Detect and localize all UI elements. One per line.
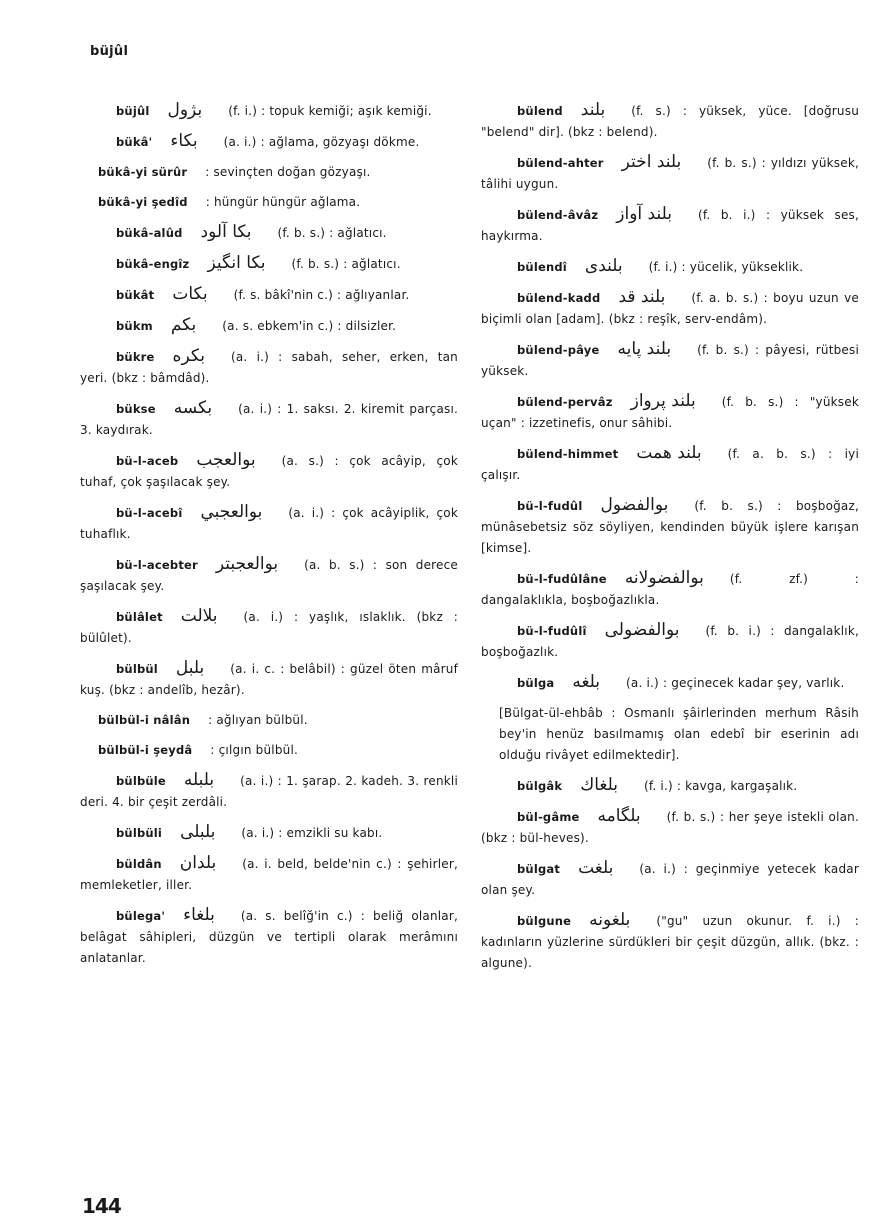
dictionary-entry [80,284,458,306]
dictionary-entry [80,554,458,597]
definition: ("gu" uzun okunur. f. i.) : kadınların yüzlerine sürdükleri bir çeşit düzgün, allık. (bkz. : algune). [481,914,859,970]
ottoman-script: بوالعجبتر [215,554,279,574]
ottoman-script: بكسه [173,398,213,418]
headword: bülbüle [116,774,166,788]
dictionary-entry [481,256,859,278]
dictionary-entry [481,672,859,694]
ottoman-script: بكا آلود [200,222,252,242]
definition: (a. i.) : 1. şarap. 2. kadeh. 3. renkli deri. 4. bir çeşit zerdâli. [80,774,458,809]
ottoman-script: بلگامه [597,806,641,826]
headword: bülend [517,104,563,118]
definition: (f. i.) : topuk kemiği; aşık kemiği. [228,104,432,118]
headword: bükâ' [116,135,153,149]
dictionary-entry [80,502,458,545]
ottoman-script: بلدان [179,853,217,873]
definition: (a. s.) : çok acâyip, çok tuhaf, çok şaşılacak şey. [80,454,458,489]
dictionary-entry [80,770,458,813]
ottoman-script: بوالعجب [196,450,256,470]
headword: bülend-pervâz [517,395,613,409]
headword: bükre [116,350,155,364]
definition: (f. zf.) : dangalaklıkla, boşboğazlıkla. [481,572,859,607]
ottoman-script: بلند آواز [616,204,672,224]
headword: bülend-kadd [517,291,601,305]
headword: bül-gâme [517,810,580,824]
dictionary-entry [481,287,859,330]
ottoman-script: بلغونه [589,910,631,930]
headword: bülend-ahter [517,156,604,170]
definition: : sevinçten doğan gözyaşı. [205,165,371,179]
headword: bü-l-fudûlî [517,624,587,638]
definition: (f. a. b. s.) : iyi çalışır. [481,447,859,482]
dictionary-note [499,703,859,766]
dictionary-entry [481,100,859,143]
definition: (a. i.) : yaşlık, ıslaklık. (bkz : bülûlet). [80,610,458,645]
headword: bülbül [116,662,158,676]
ottoman-script: بلند [580,100,606,120]
definition: (f. b. s.) : yıldızı yüksek, tâlihi uygun. [481,156,859,191]
definition: (f. b. i.) : dangalaklık, boşboğazlık. [481,624,859,659]
dictionary-entry [80,658,458,701]
definition: (f. b. s.) : boşboğaz, münâsebetsiz söz söyliyen, kendinden büyük işlere karışan [kimse]. [481,499,859,555]
headword: bükâ-yi sürûr [98,165,188,179]
ottoman-script: بلغاء [183,905,215,925]
dictionary-entry [80,131,458,153]
ottoman-script: بلغت [578,858,614,878]
headword: bükâ-engîz [116,257,190,271]
dictionary-entry [481,620,859,663]
headword: bü-l-fudûl [517,499,583,513]
definition: (a. i.) : sabah, seher, erken, tan yeri. (bkz : bâmdâd). [80,350,458,385]
definition: (a. i.) : emzikli su kabı. [241,826,383,840]
headword: bülgune [517,914,572,928]
headword: bülbül-i şeydâ [98,743,193,757]
definition: : hüngür hüngür ağlama. [205,195,361,209]
ottoman-script: بلغه [572,672,601,692]
ottoman-script: بلالت [180,606,218,626]
ottoman-script: بلغاك [580,775,618,795]
headword: bü-l-acebî [116,506,183,520]
definition: (f. b. s.) : "yüksek uçan" : izzetinefis, onur sâhibi. [481,395,859,430]
ottoman-script: بلند پايه [617,339,672,359]
definition: (f. b. s.) : her şeye istekli olan. (bkz : bül-heves). [481,810,859,845]
dictionary-entry [481,495,859,559]
ottoman-script: بوالفضولانه [624,568,704,588]
headword: bükse [116,402,156,416]
definition: (f. s.) : yüksek, yüce. [doğrusu "belend" dir]. (bkz : belend). [481,104,859,139]
definition: (a. i.) : geçinecek kadar şey, varlık. [626,676,845,690]
page-number: 144 [82,1194,121,1218]
ottoman-script: بلند همت [636,443,702,463]
dictionary-entry [481,858,859,901]
definition: (f. i.) : kavga, kargaşalık. [643,779,798,793]
ottoman-script: بلبلى [180,822,216,842]
headword: bülega' [116,909,166,923]
dictionary-entry [481,204,859,247]
headword: bülend-himmet [517,447,619,461]
headword: bülgat [517,862,561,876]
definition: (f. i.) : yücelik, yükseklik. [648,260,804,274]
dictionary-entry [80,222,458,244]
running-head: büjûl [90,44,129,59]
headword: bülâlet [116,610,163,624]
ottoman-script: بوالعجبي [200,502,263,522]
dictionary-entry [80,315,458,337]
definition: (a. s. belîğ'in c.) : beliğ olanlar, belâgat sâhipleri, düzgün ve tertipli olarak merâmını anlatanlar. [80,909,458,965]
definition: : çılgın bülbül. [210,743,298,757]
headword: bülend-âvâz [517,208,599,222]
ottoman-script: بكم [170,315,197,335]
headword: bükâ-yi şedîd [98,195,188,209]
headword: bükâ-alûd [116,226,183,240]
definition: (f. b. s.) : ağlatıcı. [291,257,401,271]
dictionary-entry [80,905,458,969]
headword: bü-l-acebter [116,558,198,572]
definition: (a. i. beld, belde'nin c.) : şehirler, memleketler, iller. [80,857,458,892]
definition: (a. b. s.) : son derece şaşılacak şey. [80,558,458,593]
dictionary-entry [481,339,859,382]
ottoman-script: بلند قد [618,287,666,307]
dictionary-entry [80,710,458,731]
ottoman-script: بوالفضولى [604,620,680,640]
dictionary-entry [80,606,458,649]
dictionary-entry [80,346,458,389]
dictionary-entry [80,398,458,441]
note-text: [Bülgat-ül-ehbâb : Osmanlı şâirlerinden merhum Râsih bey'in henüz basılmamış olan edebî bir eserinin adı olduğu rivâyet edilmektedir]. [499,706,859,762]
dictionary-entry [80,853,458,896]
headword: bülend-pâye [517,343,600,357]
ottoman-script: بلندى [584,256,623,276]
left-column [80,100,458,978]
definition: (f. b. i.) : yüksek ses, haykırma. [481,208,859,243]
headword: bü-l-aceb [116,454,179,468]
ottoman-script: بلبل [175,658,205,678]
headword: bülgâk [517,779,563,793]
dictionary-entry [80,100,458,122]
definition: (a. i.) : geçinmiye yetecek kadar olan şey. [481,862,859,897]
ottoman-script: بلبله [183,770,215,790]
ottoman-script: بكات [172,284,208,304]
headword: bükm [116,319,153,333]
dictionary-entry [80,740,458,761]
headword: bülbül-i nâlân [98,713,191,727]
ottoman-script: بژول [167,100,203,120]
dictionary-entry [80,822,458,844]
dictionary-entry [481,568,859,611]
definition: (a. i. c. : belâbil) : güzel öten mâruf kuş. (bkz : andelîb, hezâr). [80,662,458,697]
dictionary-entry [481,775,859,797]
ottoman-script: بوالفضول [600,495,669,515]
dictionary-entry [80,253,458,275]
ottoman-script: بكا انگيز [207,253,266,273]
definition: (a. s. ebkem'in c.) : dilsizler. [222,319,397,333]
dictionary-entry [481,152,859,195]
dictionary-entry [80,162,458,183]
dictionary-entry [481,910,859,974]
definition: (f. a. b. s.) : boyu uzun ve biçimli olan [adam]. (bkz : reşîk, serv-endâm). [481,291,859,326]
dictionary-entry [80,450,458,493]
ottoman-script: بلند پرواز [630,391,696,411]
dictionary-entry [481,391,859,434]
definition: (f. b. s.) : ağlatıcı. [277,226,387,240]
dictionary-entry [481,443,859,486]
definition: (a. i.) : ağlama, gözyaşı dökme. [223,135,420,149]
definition: (a. i.) : çok acâyiplik, çok tuhaflık. [80,506,458,541]
ottoman-script: بكاء [170,131,198,151]
definition: : ağlıyan bülbül. [208,713,308,727]
ottoman-script: بكره [172,346,205,366]
dictionary-entry [80,192,458,213]
headword: bülga [517,676,555,690]
headword: bü-l-fudûlâne [517,572,607,586]
headword: büldân [116,857,162,871]
dictionary-entry [481,806,859,849]
headword: büjûl [116,104,150,118]
definition: (f. b. s.) : pâyesi, rütbesi yüksek. [481,343,859,378]
headword: bülendî [517,260,567,274]
definition: (a. i.) : 1. saksı. 2. kiremit parçası. 3. kaydırak. [80,402,458,437]
headword: bülbüli [116,826,163,840]
definition: (f. s. bâkî'nin c.) : ağlıyanlar. [233,288,410,302]
ottoman-script: بلند اختر [621,152,682,172]
headword: bükât [116,288,155,302]
right-column [481,100,859,983]
